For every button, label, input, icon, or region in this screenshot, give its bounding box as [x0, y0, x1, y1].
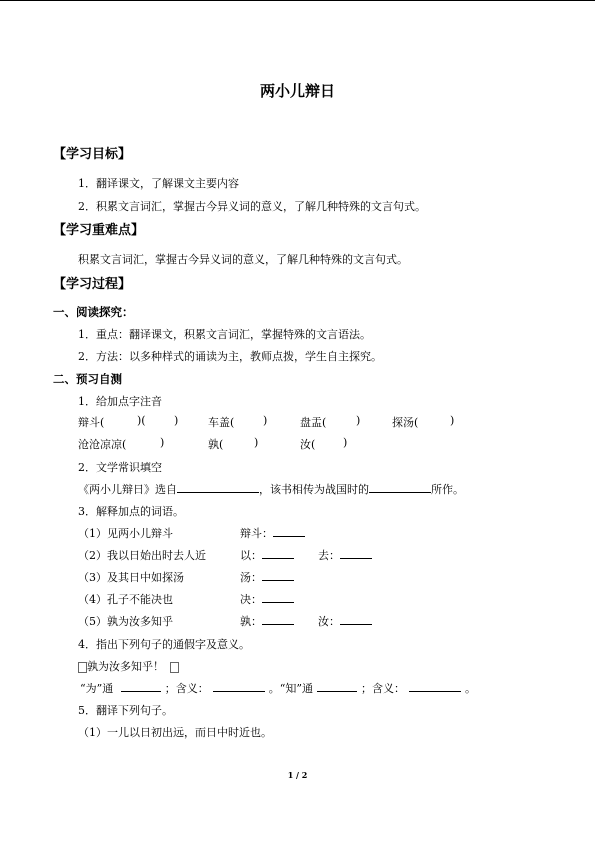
q3-answer-3-label: 汤： — [240, 571, 262, 584]
q3-answer-5a-label: 孰： — [240, 615, 262, 628]
q1-row2-d: ) — [254, 436, 259, 449]
q1-row1-e: ) — [263, 414, 268, 427]
q3-answer-4-label: 决： — [240, 593, 262, 606]
q4-blank-1[interactable] — [121, 680, 161, 692]
q2-blank-2[interactable] — [369, 481, 431, 493]
q1-row2-f: ) — [343, 436, 348, 449]
q3-answer-3 — [240, 569, 294, 585]
q3-blank-2a[interactable] — [262, 547, 294, 559]
q4-part-3: 。“知”通 — [268, 682, 313, 695]
q1-row2-e: 汝( — [300, 438, 316, 451]
q3-answer-5b — [318, 613, 372, 629]
q1-row1-d: 车盖( — [208, 416, 235, 429]
q4-part-1: “为”通 — [80, 682, 114, 695]
q3-blank-4[interactable] — [262, 591, 294, 603]
q4-fill-line — [80, 680, 476, 696]
q5-label: 5．翻译下列句子。 — [78, 704, 173, 717]
q3-answer-1 — [240, 525, 305, 541]
q3-blank-3[interactable] — [262, 569, 294, 581]
q4-label: 4．指出下列句子的通假字及意义。 — [78, 638, 250, 651]
q1-row1-b: )( — [137, 414, 146, 427]
q3-sentence-5: （5）孰为汝多知乎 — [78, 615, 173, 628]
page-title: 两小儿辩日 — [259, 82, 335, 100]
q4-part-4: ；含义： — [361, 682, 405, 695]
part1-item-2: 2．方法：以多种样式的诵读为主，教师点拨，学生自主探究。 — [78, 350, 382, 363]
q1-row1-i: ) — [450, 414, 455, 427]
q3-sentence-1: （1）见两小儿辩斗 — [78, 527, 173, 540]
q3-sentence-4: （4）孔子不能决也 — [78, 593, 173, 606]
q3-label: 3．解释加点的词语。 — [78, 505, 184, 518]
q3-answer-2b — [318, 547, 372, 563]
q1-row2-a: 沧沧凉凉( — [78, 438, 127, 451]
q2-fill-line — [78, 481, 464, 497]
q1-row1-g: ) — [356, 414, 361, 427]
q1-row1-f: 盘盂( — [300, 416, 327, 429]
q3-blank-2b[interactable] — [340, 547, 372, 559]
process-heading: 【学习过程】 — [53, 277, 132, 292]
q2-part-2: ，该书相传为战国时的 — [259, 483, 369, 496]
top-border — [0, 0, 595, 1]
q4-part-5: 。 — [465, 682, 476, 695]
q1-label: 1．给加点字注音 — [78, 395, 162, 408]
box-glyph-icon — [170, 662, 179, 673]
q1-row2-b: ) — [160, 436, 165, 449]
part1-item-1: 1．重点：翻译课文，积累文言词汇，掌握特殊的文言语法。 — [78, 328, 371, 341]
page-number: 1 / 2 — [287, 770, 308, 780]
q1-row1-a: 辩斗( — [78, 416, 105, 429]
q3-answer-1-label: 辩斗： — [240, 527, 273, 540]
q3-answer-4 — [240, 591, 294, 607]
q1-row1-h: 探汤( — [392, 416, 419, 429]
q2-label: 2．文学常识填空 — [78, 461, 162, 474]
q3-blank-5b[interactable] — [340, 613, 372, 625]
q4-blank-2[interactable] — [213, 680, 265, 692]
part1-heading: 一、阅读探究： — [53, 305, 134, 319]
q3-answer-5a — [240, 613, 294, 629]
q3-sentence-2: （2）我以日始出时去人近 — [78, 549, 206, 562]
q2-part-1: 《两小儿辩日》选自 — [78, 483, 177, 496]
box-glyph-icon — [78, 662, 87, 673]
q1-row1-c: ) — [174, 414, 179, 427]
key-text: 积累文言词汇，掌握古今异义词的意义，了解几种特殊的文言句式。 — [78, 253, 408, 266]
q4-sentence: 孰为汝多知乎！ — [87, 660, 164, 673]
q4-blank-4[interactable] — [409, 680, 461, 692]
part2-heading: 二、预习自测 — [53, 372, 122, 386]
q3-answer-2b-label: 去： — [318, 549, 340, 562]
q3-blank-1[interactable] — [273, 525, 305, 537]
q3-answer-5b-label: 汝： — [318, 615, 340, 628]
key-heading: 【学习重难点】 — [53, 223, 145, 238]
q3-sentence-3: （3）及其日中如探汤 — [78, 571, 184, 584]
q4-blank-3[interactable] — [317, 680, 357, 692]
q4-part-2: ；含义： — [164, 682, 209, 695]
q3-blank-5a[interactable] — [262, 613, 294, 625]
goals-heading: 【学习目标】 — [53, 147, 132, 162]
q2-blank-1[interactable] — [177, 481, 259, 493]
q5-item-1: （1）一儿以日初出远，而日中时近也。 — [78, 726, 272, 739]
q3-answer-2a — [240, 547, 294, 563]
q4-sentence-line — [78, 658, 179, 674]
q2-part-3: 所作。 — [431, 483, 464, 496]
q1-row2-c: 孰( — [208, 438, 224, 451]
q3-answer-2a-label: 以： — [240, 549, 262, 562]
goal-item-1: 1．翻译课文，了解课文主要内容 — [78, 177, 239, 190]
goal-item-2: 2．积累文言词汇，掌握古今异义词的意义，了解几种特殊的文言句式。 — [78, 200, 426, 213]
